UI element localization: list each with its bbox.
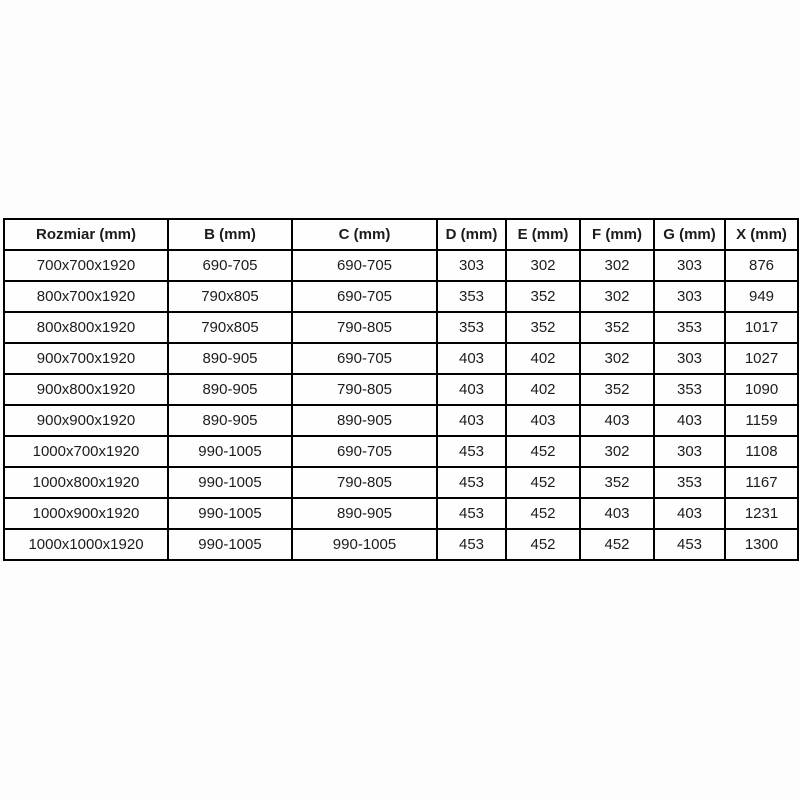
table-cell: 352 xyxy=(506,312,580,343)
column-header-f: F (mm) xyxy=(580,219,654,250)
table-cell: 900x700x1920 xyxy=(4,343,168,374)
table-cell: 403 xyxy=(437,374,506,405)
table-header-row xyxy=(4,219,798,250)
table-cell: 402 xyxy=(506,343,580,374)
table-cell: 690-705 xyxy=(292,343,437,374)
table-cell: 690-705 xyxy=(292,250,437,281)
table-cell: 303 xyxy=(654,436,725,467)
table-cell: 302 xyxy=(580,436,654,467)
table-cell: 1000x900x1920 xyxy=(4,498,168,529)
table-cell: 353 xyxy=(654,312,725,343)
table-cell: 1027 xyxy=(725,343,798,374)
table-cell: 403 xyxy=(654,498,725,529)
table-cell: 1017 xyxy=(725,312,798,343)
table-cell: 353 xyxy=(437,281,506,312)
table-cell: 303 xyxy=(654,281,725,312)
table-cell: 353 xyxy=(654,374,725,405)
table-row xyxy=(4,436,798,467)
table-cell: 690-705 xyxy=(292,281,437,312)
table-cell: 1000x1000x1920 xyxy=(4,529,168,560)
table-row xyxy=(4,281,798,312)
table-row xyxy=(4,467,798,498)
table-cell: 303 xyxy=(654,250,725,281)
table-cell: 1159 xyxy=(725,405,798,436)
table-cell: 800x800x1920 xyxy=(4,312,168,343)
table-row xyxy=(4,250,798,281)
table-cell: 352 xyxy=(580,312,654,343)
table-cell: 800x700x1920 xyxy=(4,281,168,312)
column-header-b: B (mm) xyxy=(168,219,292,250)
table-cell: 1231 xyxy=(725,498,798,529)
table-cell: 402 xyxy=(506,374,580,405)
table-cell: 403 xyxy=(654,405,725,436)
table-row xyxy=(4,312,798,343)
table-cell: 452 xyxy=(506,498,580,529)
column-header-x: X (mm) xyxy=(725,219,798,250)
table-cell: 890-905 xyxy=(168,405,292,436)
table-cell: 453 xyxy=(437,529,506,560)
table-cell: 790-805 xyxy=(292,467,437,498)
table-cell: 303 xyxy=(654,343,725,374)
table-cell: 890-905 xyxy=(168,343,292,374)
table-cell: 1300 xyxy=(725,529,798,560)
table-row xyxy=(4,405,798,436)
column-header-g: G (mm) xyxy=(654,219,725,250)
table-cell: 990-1005 xyxy=(168,467,292,498)
table-cell: 990-1005 xyxy=(292,529,437,560)
table-cell: 403 xyxy=(580,405,654,436)
table-cell: 353 xyxy=(437,312,506,343)
table-cell: 1000x700x1920 xyxy=(4,436,168,467)
column-header-c: C (mm) xyxy=(292,219,437,250)
column-header-rozmiar: Rozmiar (mm) xyxy=(4,219,168,250)
table-cell: 302 xyxy=(506,250,580,281)
table-cell: 1167 xyxy=(725,467,798,498)
table-cell: 452 xyxy=(506,436,580,467)
table-row xyxy=(4,498,798,529)
table-cell: 700x700x1920 xyxy=(4,250,168,281)
dimensions-table-container xyxy=(3,218,797,561)
table-cell: 990-1005 xyxy=(168,529,292,560)
table-cell: 452 xyxy=(506,467,580,498)
table-cell: 1090 xyxy=(725,374,798,405)
table-cell: 302 xyxy=(580,343,654,374)
table-row xyxy=(4,374,798,405)
table-cell: 1000x800x1920 xyxy=(4,467,168,498)
table-row xyxy=(4,529,798,560)
table-row xyxy=(4,343,798,374)
table-cell: 353 xyxy=(654,467,725,498)
table-cell: 790-805 xyxy=(292,312,437,343)
table-cell: 890-905 xyxy=(292,498,437,529)
table-cell: 790x805 xyxy=(168,312,292,343)
table-cell: 453 xyxy=(654,529,725,560)
table-cell: 452 xyxy=(506,529,580,560)
table-cell: 790-805 xyxy=(292,374,437,405)
table-cell: 453 xyxy=(437,436,506,467)
column-header-e: E (mm) xyxy=(506,219,580,250)
table-cell: 403 xyxy=(437,405,506,436)
table-cell: 900x800x1920 xyxy=(4,374,168,405)
table-cell: 303 xyxy=(437,250,506,281)
table-cell: 403 xyxy=(580,498,654,529)
dimensions-table xyxy=(3,218,799,561)
table-cell: 690-705 xyxy=(292,436,437,467)
table-cell: 453 xyxy=(437,498,506,529)
table-cell: 876 xyxy=(725,250,798,281)
table-cell: 900x900x1920 xyxy=(4,405,168,436)
table-cell: 302 xyxy=(580,281,654,312)
table-cell: 352 xyxy=(580,374,654,405)
column-header-d: D (mm) xyxy=(437,219,506,250)
table-cell: 890-905 xyxy=(292,405,437,436)
table-cell: 790x805 xyxy=(168,281,292,312)
table-cell: 403 xyxy=(506,405,580,436)
table-cell: 1108 xyxy=(725,436,798,467)
table-cell: 352 xyxy=(580,467,654,498)
table-cell: 453 xyxy=(437,467,506,498)
table-cell: 302 xyxy=(580,250,654,281)
table-cell: 452 xyxy=(580,529,654,560)
table-cell: 403 xyxy=(437,343,506,374)
table-cell: 890-905 xyxy=(168,374,292,405)
table-cell: 352 xyxy=(506,281,580,312)
table-cell: 990-1005 xyxy=(168,436,292,467)
table-cell: 990-1005 xyxy=(168,498,292,529)
table-cell: 690-705 xyxy=(168,250,292,281)
table-cell: 949 xyxy=(725,281,798,312)
